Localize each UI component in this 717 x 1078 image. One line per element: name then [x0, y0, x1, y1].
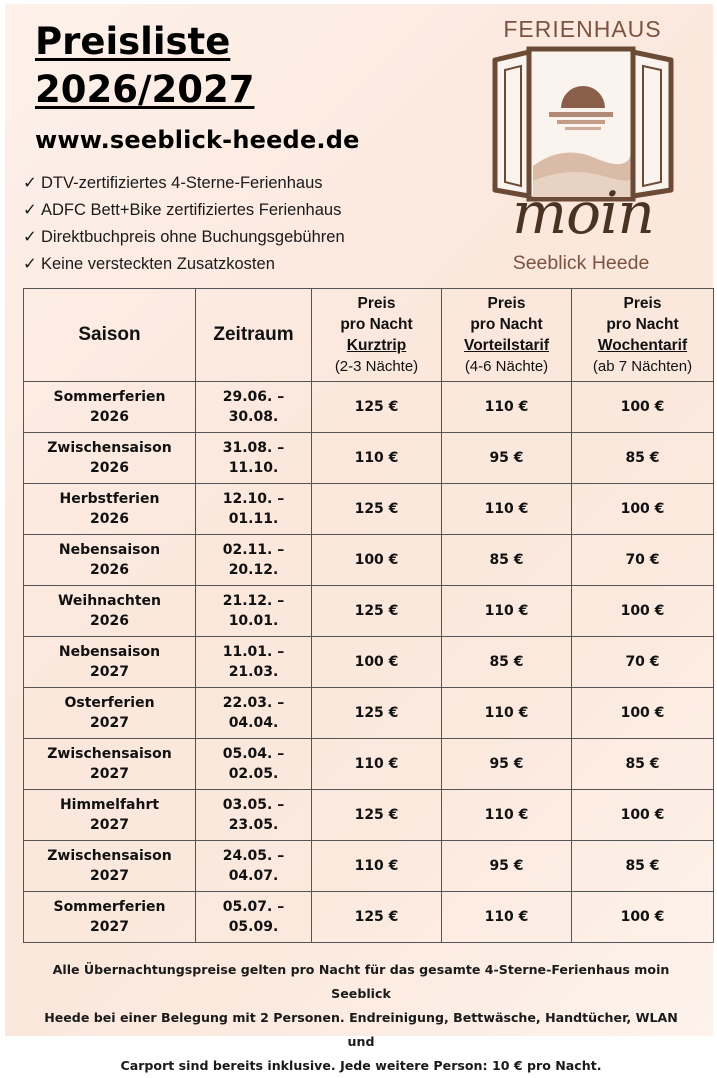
season-name: Nebensaison	[58, 542, 161, 558]
price-kurztrip: 125 €	[312, 790, 442, 841]
price-vorteilstarif: 110 €	[442, 790, 572, 841]
season-cell	[24, 892, 196, 943]
price-vorteilstarif: 110 €	[442, 892, 572, 943]
table-row	[24, 382, 714, 433]
period-to: 01.11.	[228, 511, 279, 527]
season-year: 2026	[90, 562, 129, 578]
feature-item	[23, 170, 345, 197]
period-cell	[196, 892, 312, 943]
check-icon: ✓	[23, 201, 37, 219]
table-row	[24, 484, 714, 535]
period-from: 24.05. –	[222, 848, 285, 864]
logo-top-text: FERIENHAUS	[503, 16, 662, 42]
brand-logo	[483, 16, 683, 278]
period-cell	[196, 688, 312, 739]
period-from: 05.07. –	[222, 899, 285, 915]
price-kurztrip: 125 €	[312, 484, 442, 535]
price-wochentarif: 100 €	[572, 688, 714, 739]
period-to: 05.09.	[228, 919, 279, 935]
table-row	[24, 535, 714, 586]
col-header-wochentarif	[572, 289, 714, 382]
header-label: pro Nacht	[340, 316, 413, 333]
check-icon: ✓	[23, 174, 37, 192]
price-vorteilstarif: 110 €	[442, 586, 572, 637]
feature-item	[23, 224, 345, 251]
table-row	[24, 739, 714, 790]
price-kurztrip: 125 €	[312, 382, 442, 433]
price-vorteilstarif: 110 €	[442, 484, 572, 535]
header-tariff-name: Wochentarif	[597, 337, 688, 354]
price-wochentarif: 100 €	[572, 586, 714, 637]
col-header-kurztrip	[312, 289, 442, 382]
price-list-page	[5, 4, 713, 1073]
header-note: (2-3 Nächte)	[334, 358, 419, 375]
table-row	[24, 586, 714, 637]
price-vorteilstarif: 110 €	[442, 382, 572, 433]
header-tariff-name: Vorteilstarif	[464, 337, 549, 354]
season-cell	[24, 637, 196, 688]
title-line-2: 2026/2027	[35, 68, 255, 111]
season-year: 2026	[90, 460, 129, 476]
header-note: (4-6 Nächte)	[464, 358, 549, 375]
feature-text: Direktbuchpreis ohne Buchungsgebühren	[41, 228, 345, 246]
season-cell	[24, 535, 196, 586]
season-year: 2027	[90, 715, 129, 731]
header-label: Preis	[487, 295, 526, 312]
price-kurztrip: 110 €	[312, 739, 442, 790]
season-year: 2026	[90, 409, 129, 425]
season-year: 2026	[90, 511, 129, 527]
period-from: 31.08. –	[222, 440, 285, 456]
table-row	[24, 637, 714, 688]
price-table-body	[24, 382, 714, 943]
period-to: 20.12.	[228, 562, 279, 578]
price-kurztrip: 110 €	[312, 841, 442, 892]
season-year: 2027	[90, 919, 129, 935]
season-cell	[24, 841, 196, 892]
season-name: Zwischensaison	[47, 848, 172, 864]
title-line-1: Preisliste	[35, 20, 231, 63]
header-tariff-name: Kurztrip	[346, 337, 407, 354]
check-icon: ✓	[23, 228, 37, 246]
price-wochentarif: 100 €	[572, 382, 714, 433]
table-row	[24, 433, 714, 484]
header-label: pro Nacht	[470, 316, 543, 333]
feature-text: DTV-zertifiziertes 4-Sterne-Ferienhaus	[41, 174, 323, 192]
feature-list	[23, 170, 345, 278]
feature-text: Keine versteckten Zusatzkosten	[41, 255, 275, 273]
feature-item	[23, 197, 345, 224]
price-vorteilstarif: 110 €	[442, 688, 572, 739]
season-name: Sommerferien	[53, 899, 166, 915]
price-vorteilstarif: 95 €	[442, 739, 572, 790]
price-wochentarif: 100 €	[572, 484, 714, 535]
price-wochentarif: 85 €	[572, 433, 714, 484]
table-row	[24, 841, 714, 892]
price-kurztrip: 125 €	[312, 892, 442, 943]
price-kurztrip: 100 €	[312, 637, 442, 688]
period-from: 05.04. –	[222, 746, 285, 762]
season-cell	[24, 586, 196, 637]
season-cell	[24, 433, 196, 484]
season-cell	[24, 790, 196, 841]
price-kurztrip: 110 €	[312, 433, 442, 484]
period-to: 23.05.	[228, 817, 279, 833]
period-to: 04.07.	[228, 868, 279, 884]
footer-note	[31, 958, 691, 1078]
period-cell	[196, 433, 312, 484]
price-wochentarif: 85 €	[572, 841, 714, 892]
website-url[interactable]: www.seeblick-heede.de	[35, 126, 360, 154]
season-name: Herbstferien	[59, 491, 160, 507]
season-cell	[24, 739, 196, 790]
period-from: 03.05. –	[222, 797, 285, 813]
season-year: 2027	[90, 817, 129, 833]
price-wochentarif: 100 €	[572, 892, 714, 943]
season-cell	[24, 382, 196, 433]
price-vorteilstarif: 95 €	[442, 433, 572, 484]
feature-text: ADFC Bett+Bike zertifiziertes Ferienhaus	[41, 201, 342, 219]
period-cell	[196, 637, 312, 688]
table-header-row	[24, 289, 714, 382]
season-year: 2027	[90, 664, 129, 680]
season-cell	[24, 484, 196, 535]
period-to: 30.08.	[228, 409, 279, 425]
logo-wordmark: moin	[512, 179, 654, 247]
season-name: Osterferien	[64, 695, 155, 711]
logo-bottom-text: Seeblick Heede	[512, 252, 650, 274]
season-name: Zwischensaison	[47, 440, 172, 456]
period-to: 21.03.	[228, 664, 279, 680]
period-to: 10.01.	[228, 613, 279, 629]
price-kurztrip: 100 €	[312, 535, 442, 586]
season-year: 2027	[90, 868, 129, 884]
price-kurztrip: 125 €	[312, 688, 442, 739]
period-from: 22.03. –	[222, 695, 285, 711]
period-cell	[196, 790, 312, 841]
footer-line: Carport sind bereits inklusive. Jede weitere Person: 10 € pro Nacht.	[120, 1058, 602, 1073]
price-wochentarif: 70 €	[572, 637, 714, 688]
price-vorteilstarif: 85 €	[442, 637, 572, 688]
price-wochentarif: 85 €	[572, 739, 714, 790]
header-label: Preis	[357, 295, 396, 312]
table-row	[24, 688, 714, 739]
price-vorteilstarif: 95 €	[442, 841, 572, 892]
season-name: Nebensaison	[58, 644, 161, 660]
period-to: 11.10.	[228, 460, 279, 476]
page-title	[35, 18, 254, 114]
season-cell	[24, 688, 196, 739]
col-header-vorteilstarif	[442, 289, 572, 382]
period-from: 11.01. –	[222, 644, 285, 660]
period-from: 29.06. –	[222, 389, 285, 405]
season-year: 2027	[90, 766, 129, 782]
season-year: 2026	[90, 613, 129, 629]
footer-line: Heede bei einer Belegung mit 2 Personen. Endreinigung, Bettwäsche, Handtücher, WLAN und	[44, 1010, 678, 1049]
period-from: 21.12. –	[222, 593, 285, 609]
col-header-zeitraum: Zeitraum	[196, 289, 312, 382]
price-wochentarif: 70 €	[572, 535, 714, 586]
period-cell	[196, 739, 312, 790]
header-note: (ab 7 Nächten)	[592, 358, 693, 375]
price-wochentarif: 100 €	[572, 790, 714, 841]
footer-line: Alle Übernachtungspreise gelten pro Nacht für das gesamte 4-Sterne-Ferienhaus moin Seeblick	[52, 962, 670, 1001]
price-vorteilstarif: 85 €	[442, 535, 572, 586]
season-name: Sommerferien	[53, 389, 166, 405]
period-cell	[196, 535, 312, 586]
period-cell	[196, 841, 312, 892]
check-icon: ✓	[23, 255, 37, 273]
season-name: Himmelfahrt	[59, 797, 160, 813]
season-name: Weihnachten	[57, 593, 162, 609]
feature-item	[23, 251, 345, 278]
table-row	[24, 790, 714, 841]
header-label: pro Nacht	[606, 316, 679, 333]
period-cell	[196, 586, 312, 637]
period-from: 12.10. –	[222, 491, 285, 507]
period-to: 04.04.	[228, 715, 279, 731]
period-cell	[196, 484, 312, 535]
season-name: Zwischensaison	[47, 746, 172, 762]
price-table	[23, 288, 714, 943]
header-label: Preis	[623, 295, 662, 312]
period-from: 02.11. –	[222, 542, 285, 558]
table-row	[24, 892, 714, 943]
price-kurztrip: 125 €	[312, 586, 442, 637]
period-to: 02.05.	[228, 766, 279, 782]
period-cell	[196, 382, 312, 433]
col-header-saison: Saison	[24, 289, 196, 382]
